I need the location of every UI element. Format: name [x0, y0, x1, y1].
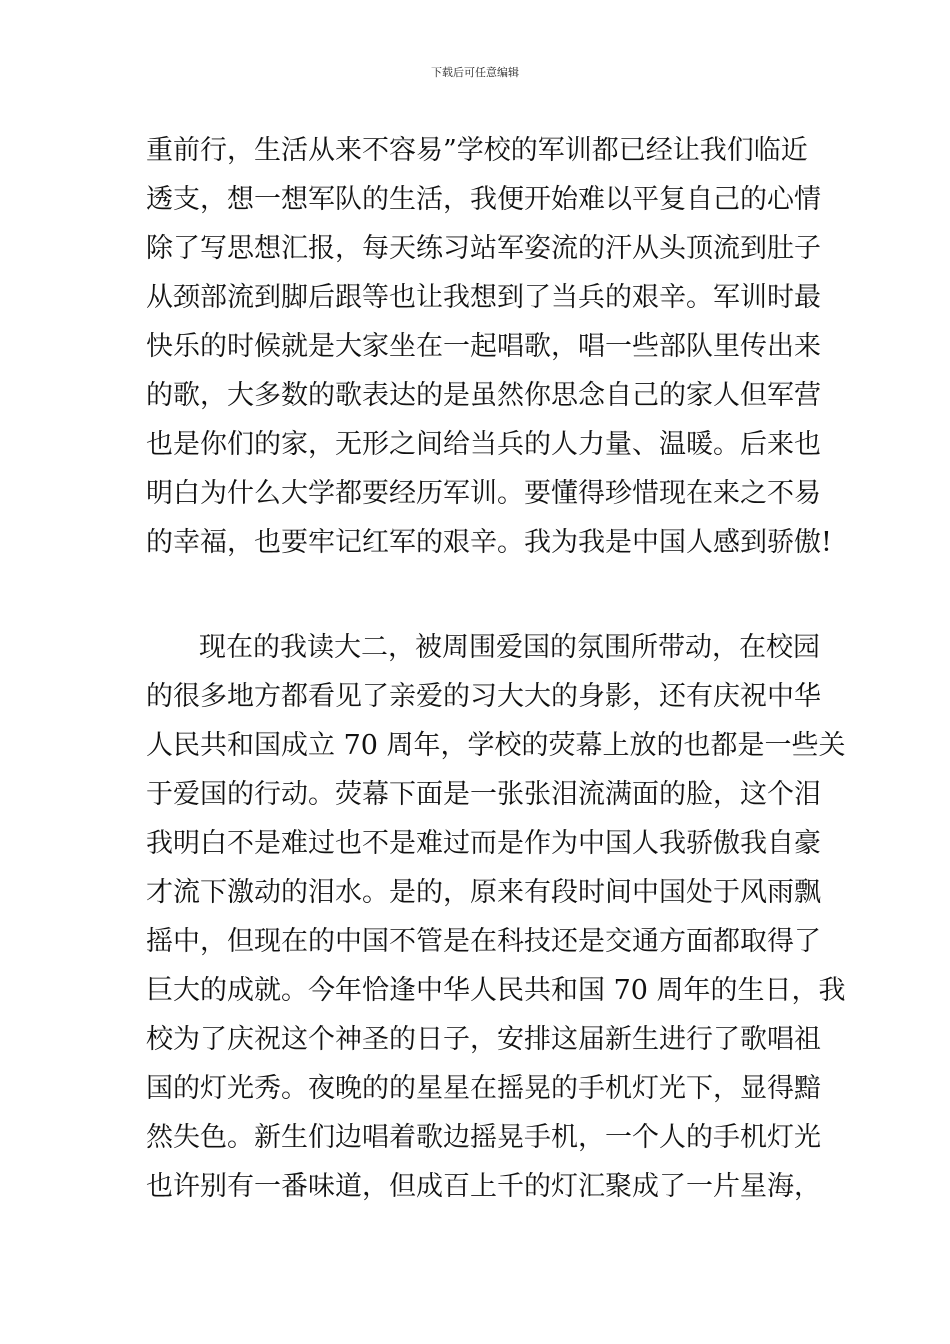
text-line: 我明白不是难过也不是难过而是作为中国人我骄傲我自豪 — [146, 828, 821, 859]
text-line: 才流下激动的泪水。是的，原来有段时间中国处于风雨飘 — [146, 877, 821, 908]
text-line: 人民共和国成立 70 周年，学校的荧幕上放的也都是一些关 — [146, 730, 846, 761]
paragraph-1 — [146, 126, 832, 567]
text-line: 校为了庆祝这个神圣的日子，安排这届新生进行了歌唱祖 — [146, 1024, 821, 1055]
paragraph-2 — [146, 623, 846, 1211]
text-line: 国的灯光秀。夜晚的的星星在摇晃的手机灯光下，显得黯 — [146, 1073, 821, 1104]
text-line: 除了写思想汇报，每天练习站军姿流的汗从头顶流到肚子 — [146, 233, 821, 264]
page-header: 下载后可任意编辑 — [431, 66, 519, 79]
text-line: 现在的我读大二，被周围爱国的氛围所带动，在校园 — [199, 632, 820, 663]
text-line: 然失色。新生们边唱着歌边摇晃手机，一个人的手机灯光 — [146, 1122, 821, 1153]
text-line: 快乐的时候就是大家坐在一起唱歌，唱一些部队里传出来 — [146, 331, 821, 362]
text-line: 于爱国的行动。荧幕下面是一张张泪流满面的脸，这个泪 — [146, 779, 821, 810]
text-line: 从颈部流到脚后跟等也让我想到了当兵的艰辛。军训时最 — [146, 282, 821, 313]
text-line: 巨大的成就。今年恰逢中华人民共和国 70 周年的生日，我 — [146, 975, 846, 1006]
text-line: 也许别有一番味道，但成百上千的灯汇聚成了一片星海， — [146, 1171, 821, 1202]
text-line: 的很多地方都看见了亲爱的习大大的身影，还有庆祝中华 — [146, 681, 821, 712]
text-line: 明白为什么大学都要经历军训。要懂得珍惜现在来之不易 — [146, 478, 821, 509]
text-line: 重前行，生活从来不容易”学校的军训都已经让我们临近 — [146, 135, 808, 166]
text-line: 的幸福，也要牢记红军的艰辛。我为我是中国人感到骄傲! — [146, 527, 832, 558]
text-line: 也是你们的家，无形之间给当兵的人力量、温暖。后来也 — [146, 429, 821, 460]
text-line: 摇中，但现在的中国不管是在科技还是交通方面都取得了 — [146, 926, 821, 957]
text-line: 透支，想一想军队的生活，我便开始难以平复自己的心情 — [146, 184, 821, 215]
text-line: 的歌，大多数的歌表达的是虽然你思念自己的家人但军营 — [146, 380, 821, 411]
